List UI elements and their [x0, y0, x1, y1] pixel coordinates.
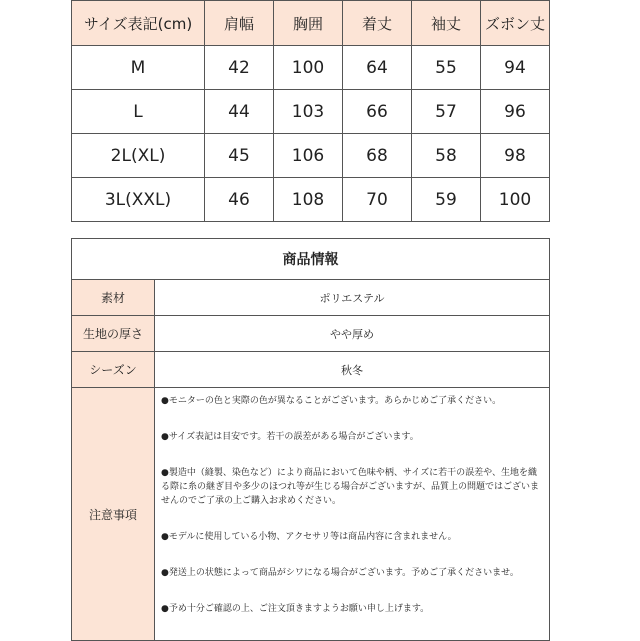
table-cell: 58 — [412, 134, 481, 178]
table-cell: 68 — [343, 134, 412, 178]
header-length: 着丈 — [343, 1, 412, 46]
size-table-header-row — [72, 1, 550, 46]
table-cell: 3L(XXL) — [72, 178, 205, 222]
thickness-row — [72, 316, 550, 352]
table-cell: 108 — [274, 178, 343, 222]
note-item: ●製造中（縫製、染色など）により商品において色味や柄、サイズに若干の誤差や、生地を織る際に糸の継ぎ目や多少のほつれ等が生じる場合がございますが、品質上の問題ではございませんのでご了承の上ご購入お求めください。 — [161, 468, 540, 506]
season-row — [72, 352, 550, 388]
table-cell: 2L(XL) — [72, 134, 205, 178]
size-table — [71, 0, 550, 222]
header-size-label: サイズ表記(cm) — [72, 1, 205, 46]
table-cell: 100 — [274, 46, 343, 90]
table-cell: 70 — [343, 178, 412, 222]
note-item: ●モデルに使用している小物、アクセサリ等は商品内容に含まれません。 — [161, 532, 457, 542]
thickness-label: 生地の厚さ — [72, 316, 155, 352]
season-value: 秋冬 — [155, 352, 550, 388]
table-cell: 94 — [481, 46, 550, 90]
note-item: ●サイズ表記は目安です。若干の誤差がある場合がございます。 — [161, 432, 419, 442]
table-cell: 98 — [481, 134, 550, 178]
table-cell: 44 — [205, 90, 274, 134]
notes-row — [72, 388, 550, 641]
product-info-table — [71, 238, 550, 641]
note-item: ●予め十分ご確認の上、ご注文頂きますようお願い申し上げます。 — [161, 604, 430, 614]
note-item: ●モニターの色と実際の色が異なることがございます。あらかじめご了承ください。 — [161, 396, 502, 406]
table-cell: 59 — [412, 178, 481, 222]
product-info-title: 商品情報 — [72, 239, 550, 280]
table-row — [72, 46, 550, 90]
header-pants-length: ズボン丈 — [481, 1, 550, 46]
note-item: ●発送上の状態によって商品がシワになる場合がございます。予めご了承くださいませ。 — [161, 568, 519, 578]
table-cell: 45 — [205, 134, 274, 178]
header-chest: 胸囲 — [274, 1, 343, 46]
notes-list — [155, 388, 550, 641]
table-row — [72, 90, 550, 134]
table-cell: M — [72, 46, 205, 90]
material-label: 素材 — [72, 280, 155, 316]
table-cell: 100 — [481, 178, 550, 222]
table-row — [72, 178, 550, 222]
table-cell: 103 — [274, 90, 343, 134]
material-value: ポリエステル — [155, 280, 550, 316]
table-cell: 106 — [274, 134, 343, 178]
thickness-value: やや厚め — [155, 316, 550, 352]
table-cell: 96 — [481, 90, 550, 134]
table-cell: 55 — [412, 46, 481, 90]
table-cell: 64 — [343, 46, 412, 90]
header-sleeve: 袖丈 — [412, 1, 481, 46]
header-shoulder-width: 肩幅 — [205, 1, 274, 46]
table-row — [72, 134, 550, 178]
table-cell: 42 — [205, 46, 274, 90]
table-cell: 57 — [412, 90, 481, 134]
table-cell: 66 — [343, 90, 412, 134]
material-row — [72, 280, 550, 316]
table-cell: 46 — [205, 178, 274, 222]
table-cell: L — [72, 90, 205, 134]
season-label: シーズン — [72, 352, 155, 388]
notes-label: 注意事項 — [72, 388, 155, 641]
